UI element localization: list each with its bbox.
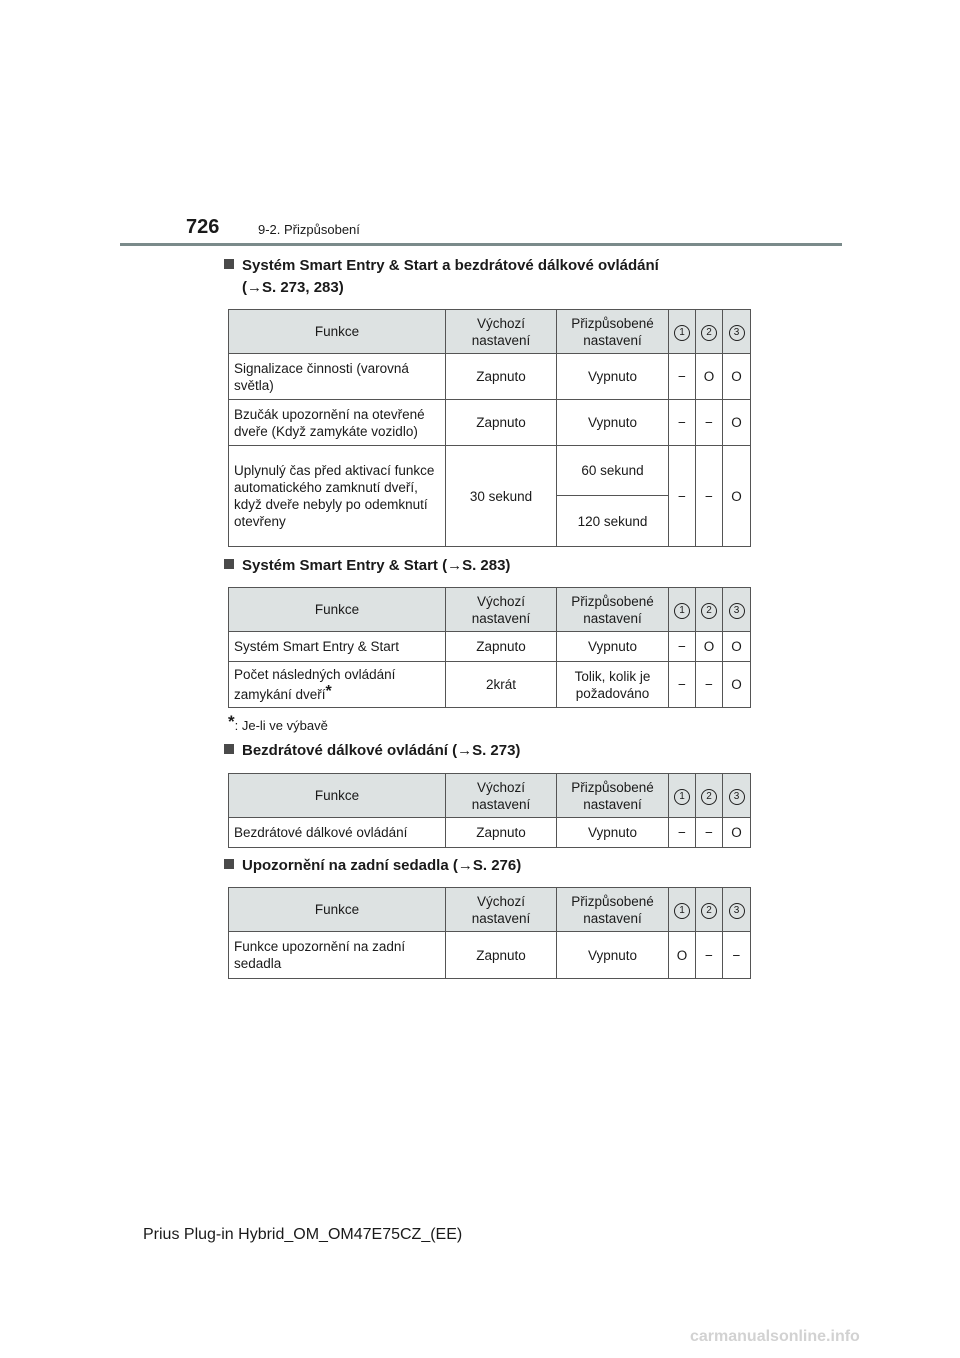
option-cell: O: [723, 818, 751, 848]
circled-number-icon: 1: [674, 325, 690, 341]
option-cell: −: [669, 446, 696, 547]
option-cell: O: [669, 932, 696, 979]
column-header: [723, 774, 751, 818]
column-header: [696, 588, 723, 632]
column-header: [696, 310, 723, 354]
header-divider: [120, 243, 842, 246]
default-cell: 2krát: [446, 662, 557, 708]
option-cell: −: [696, 446, 723, 547]
option-cell: O: [723, 446, 751, 547]
page-number: 726: [186, 216, 220, 238]
column-header: [669, 774, 696, 818]
footnote: *: Je-li ve výbavě: [228, 712, 328, 733]
option-cell: −: [669, 662, 696, 708]
custom-cell: Vypnuto: [557, 818, 669, 848]
section-heading: Upozornění na zadní sedadla (→S. 276): [224, 855, 521, 877]
column-header: Výchozí nastavení: [446, 310, 557, 354]
section-heading: Systém Smart Entry & Start (→S. 283): [224, 555, 510, 577]
option-cell: O: [696, 354, 723, 400]
custom-cell: Vypnuto: [557, 400, 669, 446]
option-cell: −: [696, 818, 723, 848]
circled-number-icon: 3: [729, 789, 745, 805]
column-header: Přizpůsobené nastavení: [557, 888, 669, 932]
default-cell: 30 sekund: [446, 446, 557, 547]
column-header: Přizpůsobené nastavení: [557, 310, 669, 354]
function-cell: Uplynulý čas před aktivací funkce automatického zamknutí dveří, když dveře nebyly po odemknutí otevřeny: [229, 446, 446, 547]
function-cell: Systém Smart Entry & Start: [229, 632, 446, 662]
custom-cell: 60 sekund: [557, 446, 669, 496]
table-row: [229, 932, 751, 979]
footnote-marker: *: [325, 683, 332, 700]
column-header: Výchozí nastavení: [446, 588, 557, 632]
function-cell: Signalizace činnosti (varovná světla): [229, 354, 446, 400]
function-cell: Bzučák upozornění na otevřené dveře (Když zamykáte vozidlo): [229, 400, 446, 446]
default-cell: Zapnuto: [446, 632, 557, 662]
table-header-row: [229, 888, 751, 932]
option-cell: −: [669, 400, 696, 446]
table-row: [229, 446, 751, 496]
watermark: carmanualsonline.info: [690, 1328, 860, 1345]
function-cell: Bezdrátové dálkové ovládání: [229, 818, 446, 848]
option-cell: O: [696, 632, 723, 662]
circled-number-icon: 3: [729, 325, 745, 341]
custom-cell: Vypnuto: [557, 632, 669, 662]
option-cell: −: [696, 400, 723, 446]
custom-cell: Vypnuto: [557, 354, 669, 400]
default-cell: Zapnuto: [446, 818, 557, 848]
circled-number-icon: 2: [701, 603, 717, 619]
circled-number-icon: 2: [701, 903, 717, 919]
square-bullet-icon: [224, 859, 234, 869]
column-header: [669, 588, 696, 632]
column-header: Výchozí nastavení: [446, 774, 557, 818]
column-header: [696, 774, 723, 818]
table-header-row: [229, 588, 751, 632]
column-header: Funkce: [229, 310, 446, 354]
column-header: Přizpůsobené nastavení: [557, 774, 669, 818]
option-cell: O: [723, 354, 751, 400]
settings-table: [228, 309, 751, 547]
column-header: Výchozí nastavení: [446, 888, 557, 932]
option-cell: O: [723, 632, 751, 662]
column-header: [696, 888, 723, 932]
column-header: [723, 310, 751, 354]
function-cell: Funkce upozornění na zadní sedadla: [229, 932, 446, 979]
default-cell: Zapnuto: [446, 932, 557, 979]
custom-cell: Tolik, kolik je požadováno: [557, 662, 669, 708]
option-cell: −: [696, 662, 723, 708]
option-cell: −: [723, 932, 751, 979]
section-heading: Bezdrátové dálkové ovládání (→S. 273): [224, 740, 520, 762]
circled-number-icon: 2: [701, 789, 717, 805]
function-cell: Počet následných ovládání zamykání dveří*: [229, 662, 446, 708]
circled-number-icon: 2: [701, 325, 717, 341]
column-header: [669, 888, 696, 932]
option-cell: O: [723, 662, 751, 708]
section-heading: Systém Smart Entry & Start a bezdrátové dálkové ovládání (→S. 273, 283): [224, 255, 659, 299]
option-cell: −: [669, 818, 696, 848]
settings-table: [228, 773, 751, 848]
settings-table: [228, 587, 751, 708]
circled-number-icon: 3: [729, 603, 745, 619]
option-cell: O: [723, 400, 751, 446]
option-cell: −: [696, 932, 723, 979]
circled-number-icon: 1: [674, 903, 690, 919]
option-cell: −: [669, 354, 696, 400]
circled-number-icon: 1: [674, 603, 690, 619]
square-bullet-icon: [224, 259, 234, 269]
default-cell: Zapnuto: [446, 354, 557, 400]
footnote-marker: *: [228, 712, 235, 731]
column-header: [669, 310, 696, 354]
table-row: [229, 662, 751, 708]
column-header: [723, 888, 751, 932]
option-cell: −: [669, 632, 696, 662]
table-row: [229, 400, 751, 446]
default-cell: Zapnuto: [446, 400, 557, 446]
custom-cell: 120 sekund: [557, 496, 669, 547]
column-header: Funkce: [229, 588, 446, 632]
column-header: Přizpůsobené nastavení: [557, 588, 669, 632]
table-row: [229, 632, 751, 662]
square-bullet-icon: [224, 744, 234, 754]
circled-number-icon: 1: [674, 789, 690, 805]
table-row: [229, 354, 751, 400]
column-header: Funkce: [229, 888, 446, 932]
square-bullet-icon: [224, 559, 234, 569]
custom-cell: Vypnuto: [557, 932, 669, 979]
table-row: [229, 818, 751, 848]
table-header-row: [229, 774, 751, 818]
settings-table: [228, 887, 751, 979]
table-header-row: [229, 310, 751, 354]
circled-number-icon: 3: [729, 903, 745, 919]
column-header: Funkce: [229, 774, 446, 818]
section-label: 9-2. Přizpůsobení: [258, 222, 360, 237]
document-footer: Prius Plug-in Hybrid_OM_OM47E75CZ_(EE): [143, 1226, 463, 1243]
column-header: [723, 588, 751, 632]
